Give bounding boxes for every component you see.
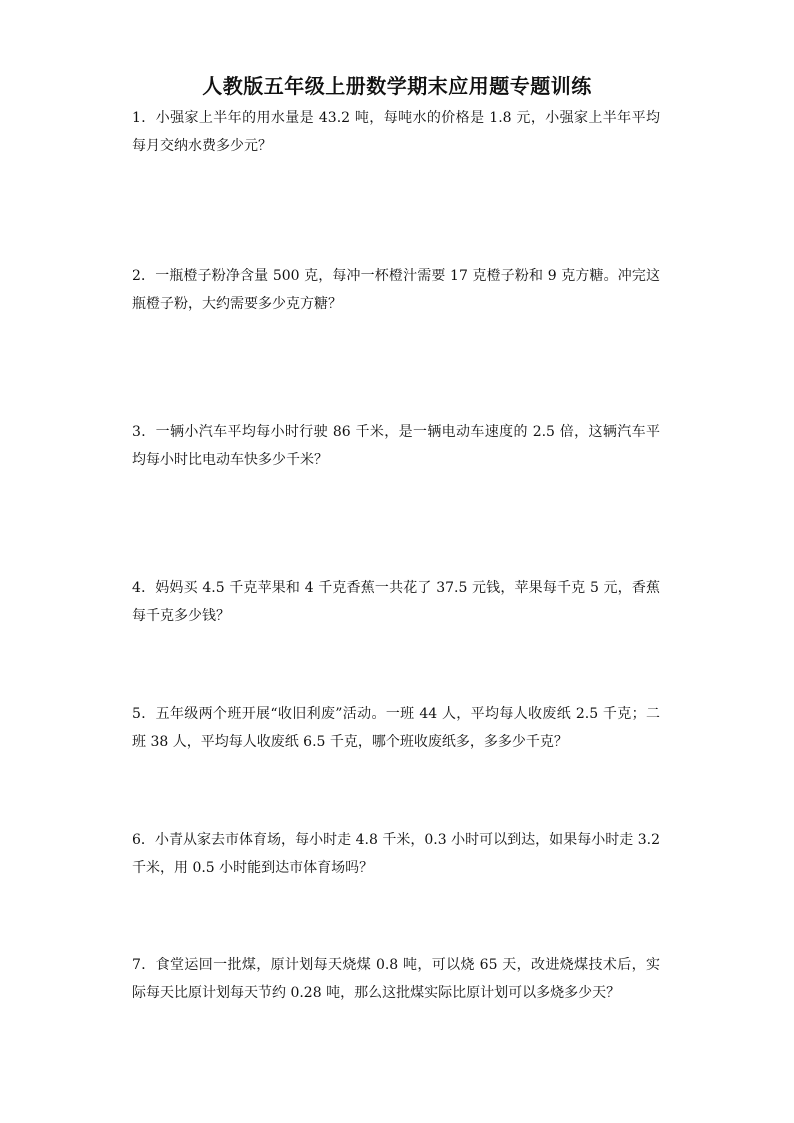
question-1 <box>132 104 660 160</box>
question-4 <box>132 574 660 630</box>
question-2 <box>132 262 660 318</box>
question-3 <box>132 418 660 474</box>
question-text: 一瓶橙子粉净含量 500 克，每冲一杯橙汁需要 17 克橙子粉和 9 克方糖。冲完这瓶橙子粉，大约需要多少克方糖？ <box>132 268 660 312</box>
question-number: 2． <box>132 268 156 284</box>
question-text: 妈妈买 4.5 千克苹果和 4 千克香蕉一共花了 37.5 元钱，苹果每千克 5 元，香蕉每千克多少钱？ <box>132 580 660 624</box>
question-number: 5． <box>132 706 156 722</box>
question-text: 五年级两个班开展“收旧利废”活动。一班 44 人，平均每人收废纸 2.5 千克；二班 38 人，平均每人收废纸 6.5 千克，哪个班收废纸多，多多少千克？ <box>132 706 660 750</box>
question-text: 一辆小汽车平均每小时行驶 86 千米，是一辆电动车速度的 2.5 倍，这辆汽车平均每小时比电动车快多少千米？ <box>132 424 660 468</box>
question-text: 小青从家去市体育场，每小时走 4.8 千米，0.3 小时可以到达，如果每小时走 3.2 千米，用 0.5 小时能到达市体育场吗？ <box>132 832 660 876</box>
question-5 <box>132 700 660 756</box>
question-number: 7． <box>132 957 156 973</box>
question-6 <box>132 826 660 882</box>
question-number: 3． <box>132 424 156 440</box>
question-text: 小强家上半年的用水量是 43.2 吨，每吨水的价格是 1.8 元，小强家上半年平均每月交纳水费多少元？ <box>132 110 660 154</box>
question-number: 4． <box>132 580 156 596</box>
question-number: 1． <box>132 110 156 126</box>
page-title: 人教版五年级上册数学期末应用题专题训练 <box>202 74 592 98</box>
question-text: 食堂运回一批煤，原计划每天烧煤 0.8 吨，可以烧 65 天，改进烧煤技术后，实际每天比原计划每天节约 0.28 吨，那么这批煤实际比原计划可以多烧多少天？ <box>132 957 660 1001</box>
question-number: 6． <box>132 832 155 848</box>
question-7 <box>132 951 660 1007</box>
